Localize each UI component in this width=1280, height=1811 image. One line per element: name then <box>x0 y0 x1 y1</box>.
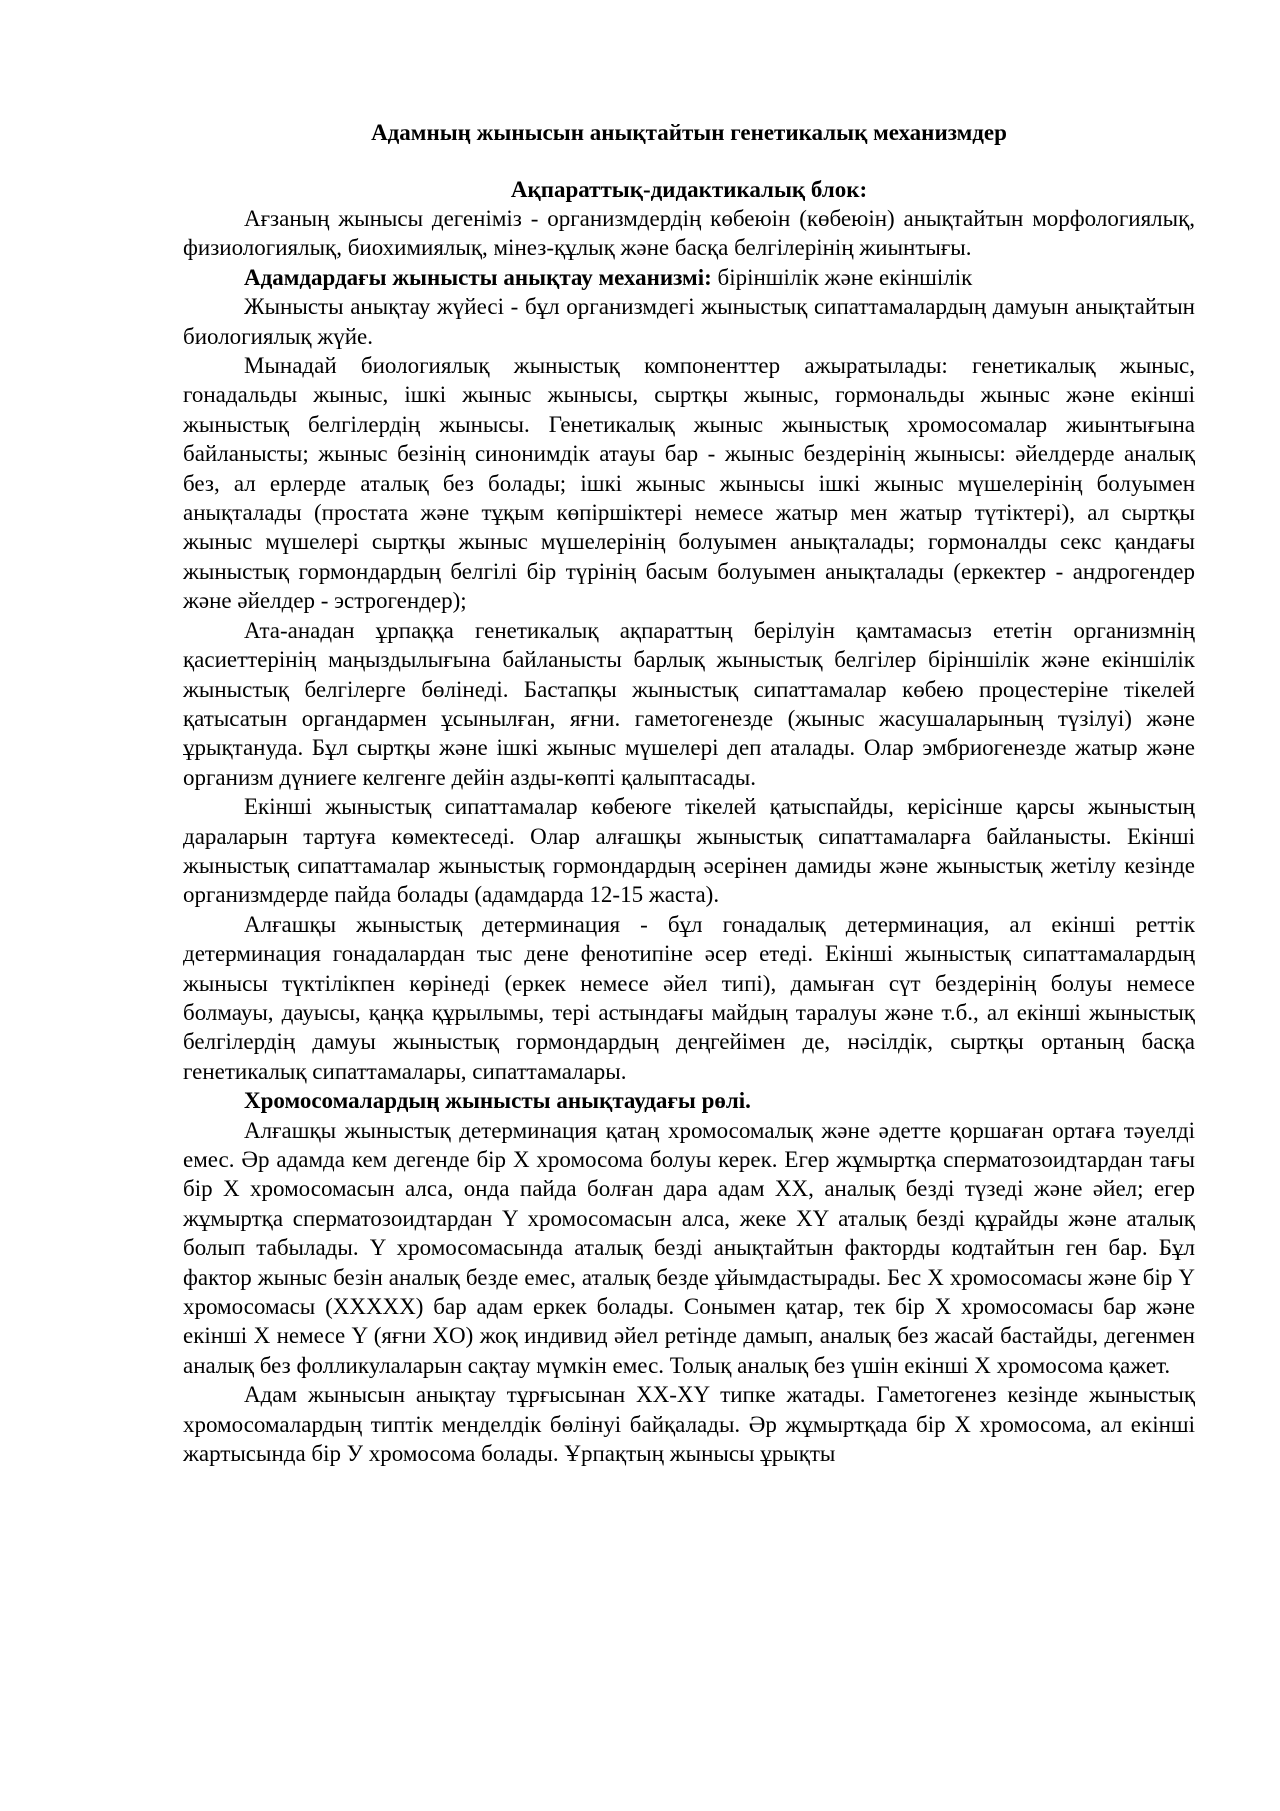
document-page <box>183 118 1195 1468</box>
paragraph-primary-secondary-traits: Ата-анадан ұрпаққа генетикалық ақпараттың берілуін қамтамасыз ететін организмнің қасиеттерінің маңыздылығына байланысты барлық жыныстық белгілер біріншілік және екіншілік жыныстық белгілерге бөлінеді. Бастапқы жыныстық сипаттамалар көбею процестеріне тікелей қатысатын органдармен ұсынылған, яғни. гаметогенезде (жыныс жасушаларының түзілуі) және ұрықтануда. Бұл сыртқы және ішкі жыныс мүшелері деп аталады. Олар эмбриогенезде жатыр және организм дүниеге келгенге дейін азды-көпті қалыптасады. <box>183 617 1195 790</box>
paragraph-secondary-characteristics: Екінші жыныстық сипаттамалар көбеюге тікелей қатыспайды, керісінше қарсы жыныстың дараларын тартуға көмектеседі. Олар алғашқы жыныстық сипаттамаларға байланысты. Екінші жыныстық сипаттамалар жыныстық гормондардың әсерінен дамиды және жыныстық жетілу кезінде организмдерде пайда болады (адамдарда 12-15 жаста). <box>183 794 1195 908</box>
paragraph-sex-determination-system: Жынысты анықтау жүйесі - бұл организмдегі жыныстық сипаттамалардың дамуын анықтайтын биологиялық жүйе. <box>183 294 1195 349</box>
paragraph-xx-xy-type: Адам жынысын анықтау тұрғысынан XX-XY типке жатады. Гаметогенез кезінде жыныстық хромосомалардың типтік менделдік бөлінуі байқалады. Әр жұмыртқада бір X хромосома, ал екінші жартысында бір У хромосома болады. Ұрпақтың жынысы ұрықты <box>183 1382 1195 1467</box>
mechanism-text: біріншілік және екіншілік <box>711 264 973 290</box>
paragraph-biological-sex-components: Мынадай биологиялық жыныстық компоненттер ажыратылады: генетикалық жыныс, гонадальды жыныс, ішкі жыныс жынысы, сыртқы жыныс, гормональды жыныс және екінші жыныстық белгілердің жынысы. Генетикалық жыныс жыныстық хромосомалар жиынтығына байланысты; жыныс безінің синонимдік атауы бар - жыныс бездерінің жынысы: әйелдерде аналық без, ал ерлерде аталық без болады; ішкі жыныс жынысы ішкі жыныс мүшелерінің болуымен анықталады (простата және тұқым көпіршіктері немесе жатыр мен жатыр түтіктері), ал сыртқы жыныс мүшелері сыртқы жыныс мүшелерінің болуымен анықталады; гормоналды секс қандағы жыныстық гормондардың белгілі бір түрінің басым болуымен анықталады (еркектер - андрогендер және әйелдер - эстрогендер); <box>183 353 1195 614</box>
block-heading: Ақпараттық-дидактикалық блок: <box>510 177 868 202</box>
paragraph-organism-sex-definition: Ағзаның жынысы дегеніміз - организмдердің көбеюін (көбеюін) анықтайтын морфологиялық, физиологиялық, биохимиялық, мінез-құлық және басқа белгілерінің жиынтығы. <box>183 206 1195 261</box>
section-heading-chromosomes: Хромосомалардың жынысты анықтаудағы рөлі. <box>244 1088 751 1114</box>
paragraph-primary-determination: Алғашқы жыныстық детерминация - бұл гонадалық детерминация, ал екінші реттік детерминация гонадалардан тыс дене фенотипіне әсер етеді. Екінші жыныстық сипаттамалардың жынысы түктілікпен көрінеді (еркек немесе әйел типі), дамыған сүт бездерінің болуы немесе болмауы, дауысы, қаңқа құрылымы, тері астындағы майдың таралуы және т.б., ал екінші жыныстық белгілердің дамуы жыныстық гормондардың деңгейімен де, нәсілдік, сыртқы ортаның басқа генетикалық сипаттамалары, сипаттамалары. <box>183 911 1195 1084</box>
paragraph-chromosomal-determination: Алғашқы жыныстық детерминация қатаң хромосомалық және әдетте қоршаған ортаға тәуелді емес. Әр адамда кем дегенде бір X хромосома болуы керек. Егер жұмыртқа сперматозоидтардан тағы бір X хромосомасын алса, онда пайда болған дара адам XX, аналық безді түзеді және әйел; егер жұмыртқа сперматозоидтардан Y хромосомасын алса, жеке XY аталық безді құрайды және аталық болып табылады. Y хромосомасында аталық безді анықтайтын факторды кодтайтын ген бар. Бұл фактор жыныс безін аналық безде емес, аталық безде ұйымдастырады. Бес X хромосомасы және бір Y хромосомасы (XXXXX) бар адам еркек болады. Сонымен қатар, тек бір X хромосомасы бар және екінші X немесе Y (яғни XO) жоқ индивид әйел ретінде дамып, аналық без жасай бастайды, дегенмен аналық без фолликулаларын сақтау мүмкін емес. Толық аналық без үшін екінші X хромосома қажет. <box>183 1117 1195 1378</box>
paragraph-sex-determination-mechanism <box>183 263 1195 292</box>
document-title: Адамның жынысын анықтайтын генетикалық механизмдер <box>371 120 1007 145</box>
mechanism-bold-label: Адамдардағы жынысты анықтау механизмі: <box>244 264 712 290</box>
